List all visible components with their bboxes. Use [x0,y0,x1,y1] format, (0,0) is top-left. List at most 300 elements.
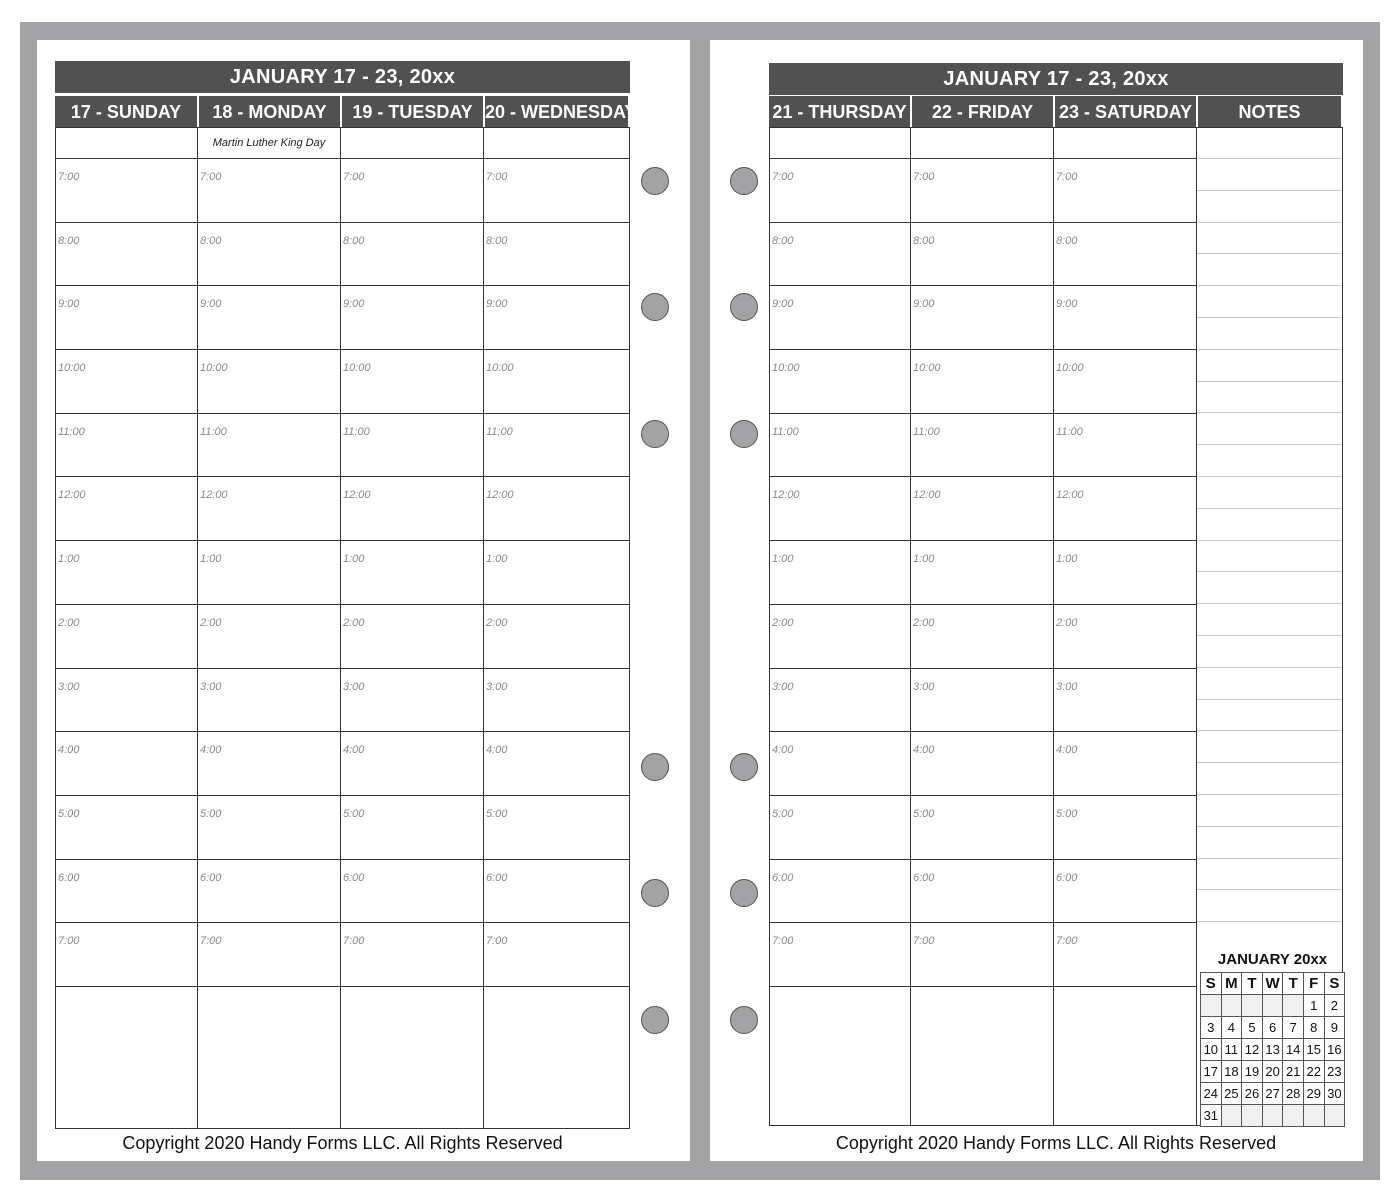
time-slot[interactable] [1054,286,1196,350]
notes-line[interactable] [1197,413,1342,445]
time-slot[interactable] [911,286,1053,350]
left-binder-hole [641,879,669,907]
time-slot[interactable] [770,477,910,541]
mini-day: 28 [1283,1083,1304,1105]
time-label: 11:00 [486,425,513,438]
day-event-cell[interactable] [56,128,197,159]
time-slot[interactable] [770,541,910,605]
time-label: 12:00 [913,489,941,502]
time-label: 5:00 [772,807,794,820]
time-slot[interactable] [484,414,629,478]
time-slot[interactable] [770,223,910,287]
mini-day: 26 [1242,1083,1263,1105]
notes-line[interactable] [1197,636,1342,668]
right-binder-hole [730,753,758,781]
extra-notes-cell[interactable] [198,987,340,1129]
time-label: 11:00 [913,425,940,438]
time-label: 10:00 [772,362,800,375]
time-slot[interactable] [911,860,1053,924]
left-schedule-grid [55,127,630,1129]
time-label: 2:00 [486,616,508,629]
time-label: 12:00 [343,489,371,502]
time-label: 2:00 [1056,616,1078,629]
time-label: 1:00 [200,553,222,566]
time-label: 4:00 [200,744,222,757]
time-slot[interactable] [770,860,910,924]
time-label: 1:00 [343,553,365,566]
time-slot[interactable] [911,796,1053,860]
left-binder-hole [641,293,669,321]
mini-day [1201,995,1222,1017]
time-slot[interactable] [911,669,1053,733]
right-binder-hole [730,879,758,907]
time-label: 5:00 [343,807,365,820]
notes-line[interactable] [1197,859,1342,891]
mini-calendar [1200,972,1345,1127]
time-slot[interactable] [56,223,197,287]
mini-day: 12 [1242,1039,1263,1061]
time-slot[interactable] [56,605,197,669]
right-binder-hole [730,1006,758,1034]
time-label: 6:00 [343,871,365,884]
time-label: 4:00 [1056,744,1078,757]
time-label: 5:00 [913,807,935,820]
day-column [341,128,484,1128]
time-slot[interactable] [341,350,483,414]
mini-day: 15 [1304,1039,1325,1061]
day-column [198,128,341,1128]
time-label: 12:00 [772,489,800,502]
time-label: 1:00 [1056,553,1078,566]
time-slot[interactable] [56,414,197,478]
time-slot[interactable] [341,860,483,924]
time-slot[interactable] [56,860,197,924]
day-header: 22 - FRIDAY [912,96,1053,128]
day-event-cell[interactable] [198,128,340,159]
time-slot[interactable] [56,541,197,605]
time-label: 6:00 [1056,871,1078,884]
time-label: 10:00 [58,362,86,375]
notes-line[interactable] [1197,572,1342,604]
time-label: 1:00 [58,553,80,566]
time-slot[interactable] [770,796,910,860]
notes-line[interactable] [1197,795,1342,827]
time-slot[interactable] [198,541,340,605]
notes-line[interactable] [1197,191,1342,223]
time-slot[interactable] [198,414,340,478]
time-label: 7:00 [58,171,80,183]
time-label: 6:00 [58,871,80,884]
time-slot[interactable] [770,350,910,414]
time-slot[interactable] [770,605,910,669]
extra-notes-cell[interactable] [770,987,910,1119]
time-slot[interactable] [484,541,629,605]
time-label: 10:00 [343,362,371,375]
time-label: 11:00 [200,425,227,438]
right-binder-hole [730,420,758,448]
time-label: 4:00 [913,744,935,757]
time-slot[interactable] [484,159,629,223]
notes-line[interactable] [1197,541,1342,573]
time-label: 10:00 [1056,362,1084,375]
mini-day: 7 [1283,1017,1304,1039]
time-label: 9:00 [913,298,935,311]
time-label: 2:00 [913,616,935,629]
time-slot[interactable] [1054,477,1196,541]
mini-day [1242,995,1263,1017]
mini-weekday: S [1201,973,1222,995]
time-label: 2:00 [772,616,794,629]
time-slot[interactable] [1054,732,1196,796]
time-slot[interactable] [1054,414,1196,478]
day-event-cell[interactable] [911,128,1053,159]
extra-notes-cell[interactable] [1054,987,1196,1119]
mini-weekday: F [1304,973,1325,995]
day-header: 23 - SATURDAY [1055,96,1196,128]
time-label: 7:00 [486,171,508,183]
mini-day: 29 [1304,1083,1325,1105]
mini-day: 21 [1283,1061,1304,1083]
time-slot[interactable] [56,477,197,541]
time-slot[interactable] [484,477,629,541]
time-slot[interactable] [770,286,910,350]
time-label: 7:00 [913,171,935,183]
time-slot[interactable] [341,605,483,669]
time-slot[interactable] [198,159,340,223]
time-label: 1:00 [772,553,794,566]
time-slot[interactable] [770,159,910,223]
time-label: 11:00 [58,425,85,438]
time-slot[interactable] [341,796,483,860]
time-label: 3:00 [772,680,794,693]
time-slot[interactable] [198,923,340,987]
time-label: 12:00 [200,489,228,502]
time-slot[interactable] [198,477,340,541]
time-label: 7:00 [200,935,222,948]
time-label: 12:00 [1056,489,1084,502]
time-slot[interactable] [911,477,1053,541]
time-label: 7:00 [1056,171,1078,183]
time-label: 4:00 [772,744,794,757]
time-label: 8:00 [913,234,935,247]
time-label: 12:00 [58,489,86,502]
time-slot[interactable] [484,860,629,924]
time-slot[interactable] [56,350,197,414]
time-slot[interactable] [341,669,483,733]
extra-notes-cell[interactable] [341,987,483,1129]
time-slot[interactable] [198,605,340,669]
notes-line[interactable] [1197,700,1342,732]
time-slot[interactable] [484,796,629,860]
mini-day: 5 [1242,1017,1263,1039]
left-binder-hole [641,1006,669,1034]
mini-day: 30 [1325,1083,1346,1105]
mini-day: 16 [1325,1039,1346,1061]
time-label: 4:00 [58,744,80,757]
mini-day: 1 [1304,995,1325,1017]
time-label: 7:00 [772,171,794,183]
time-slot[interactable] [1054,159,1196,223]
time-slot[interactable] [911,732,1053,796]
time-label: 8:00 [58,234,80,247]
time-slot[interactable] [56,159,197,223]
time-slot[interactable] [198,860,340,924]
time-label: 8:00 [200,234,222,247]
right-week-title: JANUARY 17 - 23, 20xx [769,63,1343,95]
time-label: 12:00 [486,489,514,502]
mini-day: 31 [1201,1105,1222,1127]
time-label: 2:00 [58,616,80,629]
time-slot[interactable] [484,350,629,414]
notes-line[interactable] [1197,223,1342,255]
day-event-cell[interactable] [484,128,629,159]
mini-weekday: T [1242,973,1263,995]
time-label: 7:00 [200,171,222,183]
time-label: 1:00 [913,553,935,566]
time-slot[interactable] [911,605,1053,669]
time-label: 9:00 [772,298,794,311]
time-slot[interactable] [484,286,629,350]
mini-day: 6 [1263,1017,1284,1039]
time-slot[interactable] [1054,223,1196,287]
time-slot[interactable] [198,796,340,860]
mini-day: 20 [1263,1061,1284,1083]
extra-notes-cell[interactable] [911,987,1053,1119]
day-header: 17 - SUNDAY [55,96,197,128]
time-label: 2:00 [343,616,365,629]
time-label: 3:00 [58,680,80,693]
time-label: 3:00 [200,680,222,693]
time-slot[interactable] [56,669,197,733]
time-label: 2:00 [200,616,222,629]
time-label: 5:00 [1056,807,1078,820]
time-label: 3:00 [1056,680,1078,693]
time-label: 6:00 [913,871,935,884]
time-slot[interactable] [484,669,629,733]
mini-calendar-title: JANUARY 20xx [1217,951,1328,968]
time-slot[interactable] [484,732,629,796]
notes-line[interactable] [1197,604,1342,636]
time-slot[interactable] [341,159,483,223]
time-label: 7:00 [486,935,508,948]
notes-line[interactable] [1197,159,1342,191]
right-day-headers [769,96,1343,128]
time-slot[interactable] [198,223,340,287]
time-slot[interactable] [1054,541,1196,605]
time-slot[interactable] [484,923,629,987]
mini-day: 25 [1222,1083,1243,1105]
time-label: 10:00 [200,362,228,375]
time-slot[interactable] [911,923,1053,987]
time-label: 9:00 [200,298,222,311]
time-slot[interactable] [1054,605,1196,669]
time-label: 3:00 [343,680,365,693]
notes-line[interactable] [1197,890,1342,922]
mini-day [1283,1105,1304,1127]
time-slot[interactable] [1054,860,1196,924]
day-header: 19 - TUESDAY [342,96,483,128]
mini-day: 3 [1201,1017,1222,1039]
time-label: 7:00 [343,171,365,183]
time-slot[interactable] [341,923,483,987]
mini-day: 22 [1304,1061,1325,1083]
time-slot[interactable] [198,350,340,414]
mini-weekday: T [1283,973,1304,995]
notes-line[interactable] [1197,128,1342,159]
mini-day [1263,995,1284,1017]
mini-day [1222,1105,1243,1127]
time-slot[interactable] [341,541,483,605]
notes-header: NOTES [1198,96,1341,128]
time-slot[interactable] [1054,796,1196,860]
notes-line[interactable] [1197,286,1342,318]
time-slot[interactable] [341,414,483,478]
time-slot[interactable] [56,286,197,350]
notes-line[interactable] [1197,254,1342,286]
time-label: 8:00 [1056,234,1078,247]
mini-day: 13 [1263,1039,1284,1061]
time-slot[interactable] [911,350,1053,414]
left-page [37,40,690,1161]
holiday-note: Martin Luther King Day [212,137,326,149]
time-label: 1:00 [486,553,508,566]
mini-day: 19 [1242,1061,1263,1083]
time-label: 6:00 [772,871,794,884]
mini-day: 10 [1201,1039,1222,1061]
day-event-cell[interactable] [1054,128,1196,159]
day-event-cell[interactable] [770,128,910,159]
mini-day [1263,1105,1284,1127]
mini-weekday: S [1325,973,1346,995]
mini-day: 8 [1304,1017,1325,1039]
mini-day [1304,1105,1325,1127]
time-label: 3:00 [913,680,935,693]
time-label: 7:00 [1056,935,1078,948]
mini-day: 23 [1325,1061,1346,1083]
time-slot[interactable] [770,414,910,478]
notes-line[interactable] [1197,509,1342,541]
day-column [911,128,1054,1125]
time-label: 7:00 [58,935,80,948]
day-column [770,128,911,1125]
time-label: 10:00 [486,362,514,375]
mini-day: 27 [1263,1083,1284,1105]
time-slot[interactable] [911,159,1053,223]
day-column [484,128,629,1128]
notes-line[interactable] [1197,827,1342,859]
mini-day: 2 [1325,995,1346,1017]
day-header: 20 - WEDNESDAY [485,96,628,128]
mini-weekday: M [1222,973,1243,995]
time-slot[interactable] [911,414,1053,478]
time-label: 8:00 [486,234,508,247]
time-label: 8:00 [343,234,365,247]
extra-notes-cell[interactable] [484,987,629,1129]
time-label: 8:00 [772,234,794,247]
mini-day: 4 [1222,1017,1243,1039]
time-slot[interactable] [1054,923,1196,987]
time-label: 6:00 [486,871,508,884]
time-slot[interactable] [341,732,483,796]
right-binder-hole [730,167,758,195]
time-label: 11:00 [772,425,799,438]
mini-weekday: W [1263,973,1284,995]
day-event-cell[interactable] [341,128,483,159]
day-column [1054,128,1197,1125]
extra-notes-cell[interactable] [56,987,197,1129]
notes-line[interactable] [1197,445,1342,477]
mini-day [1283,995,1304,1017]
right-binder-hole [730,293,758,321]
time-label: 11:00 [1056,425,1083,438]
time-label: 9:00 [58,298,80,311]
time-slot[interactable] [198,732,340,796]
time-slot[interactable] [911,541,1053,605]
notes-line[interactable] [1197,318,1342,350]
mini-day: 18 [1222,1061,1243,1083]
day-column [56,128,198,1128]
notes-line[interactable] [1197,731,1342,763]
time-label: 9:00 [343,298,365,311]
time-label: 9:00 [486,298,508,311]
mini-day [1325,1105,1346,1127]
time-slot[interactable] [56,796,197,860]
time-label: 4:00 [486,744,508,757]
mini-day: 24 [1201,1083,1222,1105]
right-page [710,40,1363,1161]
mini-day: 14 [1283,1039,1304,1061]
time-slot[interactable] [341,223,483,287]
day-header: 18 - MONDAY [199,96,340,128]
time-label: 10:00 [913,362,941,375]
left-binder-hole [641,167,669,195]
time-slot[interactable] [1054,669,1196,733]
time-label: 5:00 [200,807,222,820]
time-slot[interactable] [198,669,340,733]
notes-line[interactable] [1197,668,1342,700]
time-slot[interactable] [770,669,910,733]
time-slot[interactable] [770,923,910,987]
time-label: 7:00 [772,935,794,948]
time-label: 11:00 [343,425,370,438]
time-label: 6:00 [200,871,222,884]
left-week-title: JANUARY 17 - 23, 20xx [55,61,630,93]
time-slot[interactable] [484,605,629,669]
time-label: 7:00 [343,935,365,948]
time-slot[interactable] [1054,350,1196,414]
notes-line[interactable] [1197,382,1342,414]
time-slot[interactable] [56,732,197,796]
time-slot[interactable] [198,286,340,350]
time-slot[interactable] [341,286,483,350]
notes-line[interactable] [1197,763,1342,795]
time-label: 3:00 [486,680,508,693]
notes-line[interactable] [1197,350,1342,382]
left-binder-hole [641,420,669,448]
notes-line[interactable] [1197,477,1342,509]
left-copyright: Copyright 2020 Handy Forms LLC. All Rights Reserved [122,1133,563,1153]
time-slot[interactable] [911,223,1053,287]
time-label: 7:00 [913,935,935,948]
time-slot[interactable] [341,477,483,541]
time-slot[interactable] [56,923,197,987]
time-label: 5:00 [58,807,80,820]
mini-day [1222,995,1243,1017]
time-slot[interactable] [484,223,629,287]
mini-day: 11 [1222,1039,1243,1061]
time-slot[interactable] [770,732,910,796]
time-label: 9:00 [1056,298,1078,311]
